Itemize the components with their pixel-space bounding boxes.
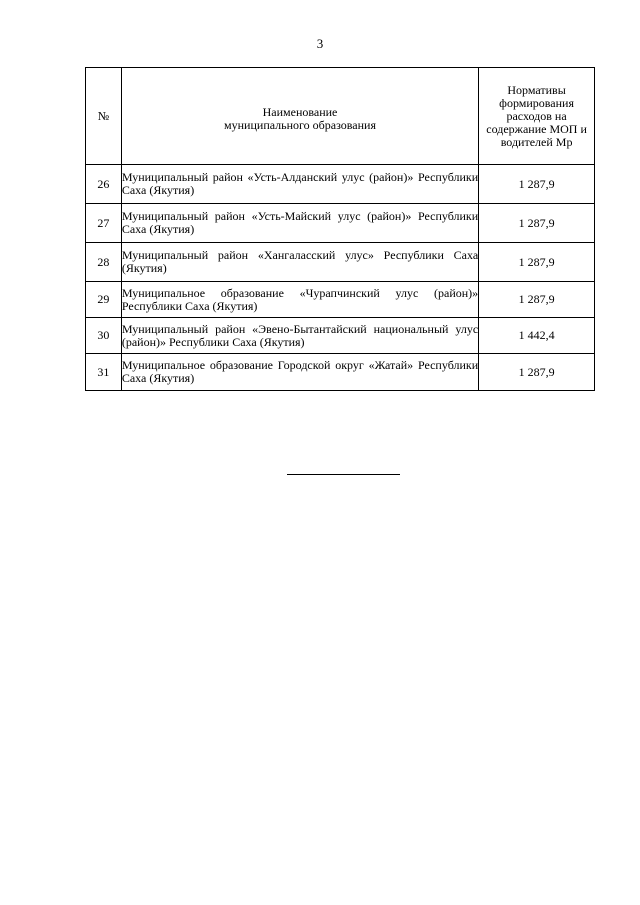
- normatives-table: [85, 67, 595, 391]
- table-header-row: [86, 68, 595, 165]
- closing-divider-line: [287, 474, 400, 475]
- header-name-line1: Наименование: [262, 105, 338, 119]
- row-value: 1 287,9: [479, 204, 595, 243]
- header-name: [121, 68, 478, 165]
- row-value: 1 287,9: [479, 165, 595, 204]
- row-name: Муниципальное образование «Чурапчинский улус (район)» Республики Саха (Якутия): [121, 282, 478, 318]
- header-number: [86, 68, 122, 165]
- row-number: 29: [86, 282, 122, 318]
- table-row: [86, 318, 595, 354]
- header-name-line2: муниципального образования: [224, 118, 376, 132]
- row-number: 26: [86, 165, 122, 204]
- row-number: 27: [86, 204, 122, 243]
- row-name: Муниципальный район «Усть-Майский улус (район)» Республики Саха (Якутия): [121, 204, 478, 243]
- row-name: Муниципальный район «Усть-Алданский улус (район)» Республики Саха (Якутия): [121, 165, 478, 204]
- table-row: [86, 282, 595, 318]
- row-name: Муниципальное образование Городской округ «Жатай» Республики Саха (Якутия): [121, 354, 478, 391]
- header-number-label: №: [97, 108, 110, 123]
- table-row: [86, 243, 595, 282]
- row-number: 31: [86, 354, 122, 391]
- row-value: 1 287,9: [479, 354, 595, 391]
- table-row: [86, 204, 595, 243]
- row-name: Муниципальный район «Хангаласский улус» Республики Саха (Якутия): [121, 243, 478, 282]
- header-norm: [479, 68, 595, 165]
- page-number: 3: [316, 36, 324, 51]
- header-norm-label: Нормативы формирования расходов на содержание МОП и водителей Мр: [486, 82, 587, 149]
- row-number: 30: [86, 318, 122, 354]
- row-value: 1 287,9: [479, 282, 595, 318]
- row-value: 1 287,9: [479, 243, 595, 282]
- row-name: Муниципальный район «Эвено-Бытантайский национальный улус (район)» Республики Саха (Якутия): [121, 318, 478, 354]
- row-number: 28: [86, 243, 122, 282]
- table-row: [86, 354, 595, 391]
- table-row: [86, 165, 595, 204]
- row-value: 1 442,4: [479, 318, 595, 354]
